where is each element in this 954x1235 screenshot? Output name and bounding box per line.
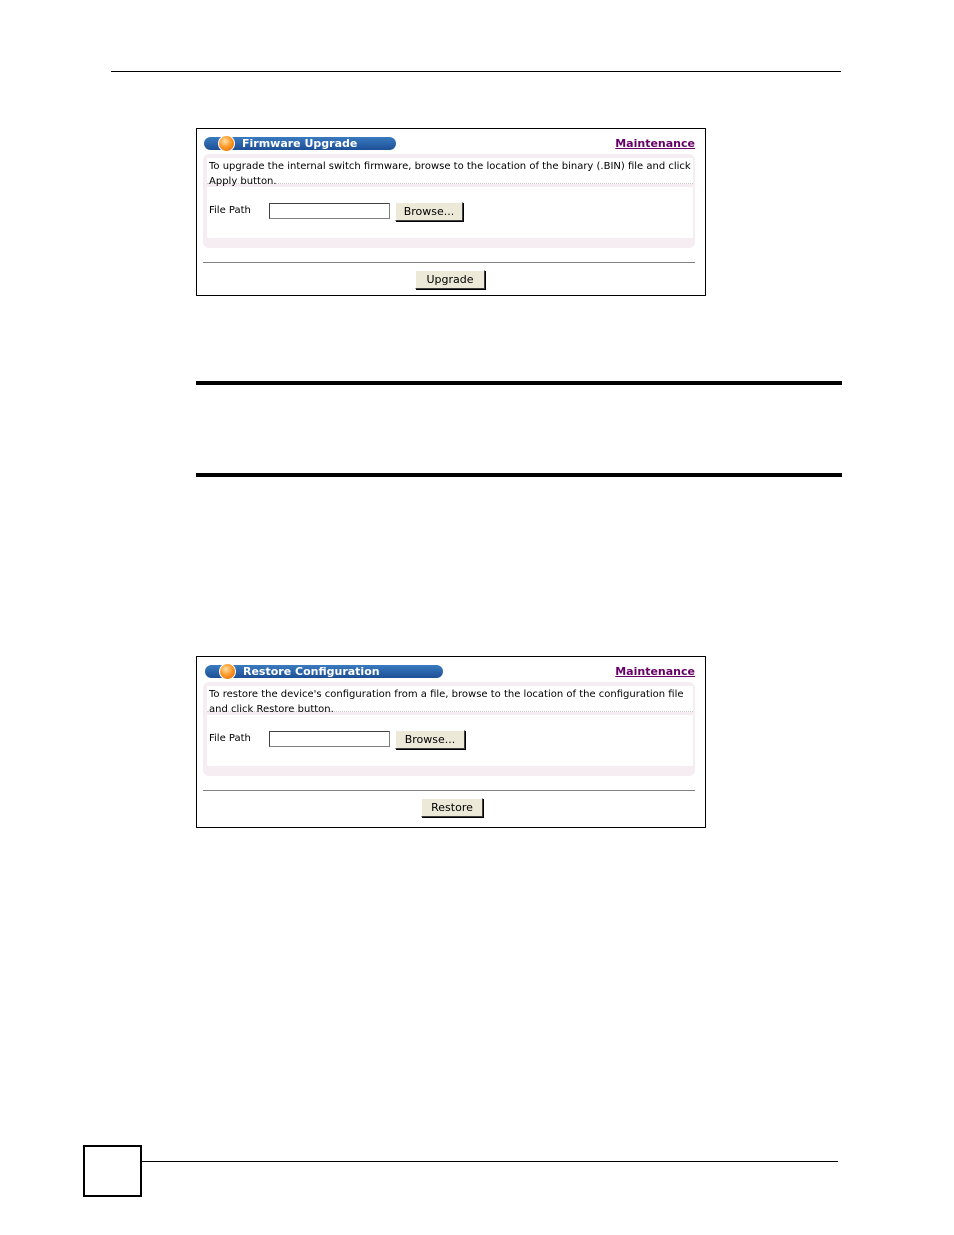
maintenance-link[interactable]: Maintenance xyxy=(615,137,695,150)
upgrade-button[interactable]: Upgrade xyxy=(415,270,485,289)
panel-title-bar xyxy=(205,665,443,678)
panel-title: Restore Configuration xyxy=(243,665,380,678)
panel-title-bar xyxy=(204,137,396,150)
file-path-input[interactable] xyxy=(269,203,390,219)
file-path-label: File Path xyxy=(209,205,251,216)
footer-rule xyxy=(140,1161,838,1162)
browse-button[interactable]: Browse... xyxy=(395,202,463,221)
restore-button[interactable]: Restore xyxy=(421,798,483,817)
header-rule xyxy=(111,71,841,72)
panel-title: Firmware Upgrade xyxy=(242,137,358,150)
maintenance-link[interactable]: Maintenance xyxy=(615,665,695,678)
section-rule-bottom xyxy=(196,473,842,477)
form-container xyxy=(203,154,695,248)
panel-separator xyxy=(203,790,695,791)
page-number-box xyxy=(83,1145,142,1197)
browse-button[interactable]: Browse... xyxy=(395,730,465,749)
file-path-row xyxy=(207,715,693,766)
section-rule-top xyxy=(196,381,842,385)
orange-circle-icon xyxy=(219,663,236,680)
file-path-input[interactable] xyxy=(269,731,390,747)
panel-separator xyxy=(203,262,695,263)
orange-circle-icon xyxy=(218,135,235,152)
description-text: To restore the device's configuration from a file, browse to the location of the configuration file and click Restore button. xyxy=(207,686,693,712)
restore-configuration-panel xyxy=(196,656,706,828)
description-text: To upgrade the internal switch firmware, browse to the location of the binary (.BIN) file and click Apply button. xyxy=(207,158,693,184)
firmware-upgrade-panel xyxy=(196,128,706,296)
file-path-row xyxy=(207,187,693,238)
form-container xyxy=(203,682,695,776)
file-path-label: File Path xyxy=(209,733,251,744)
